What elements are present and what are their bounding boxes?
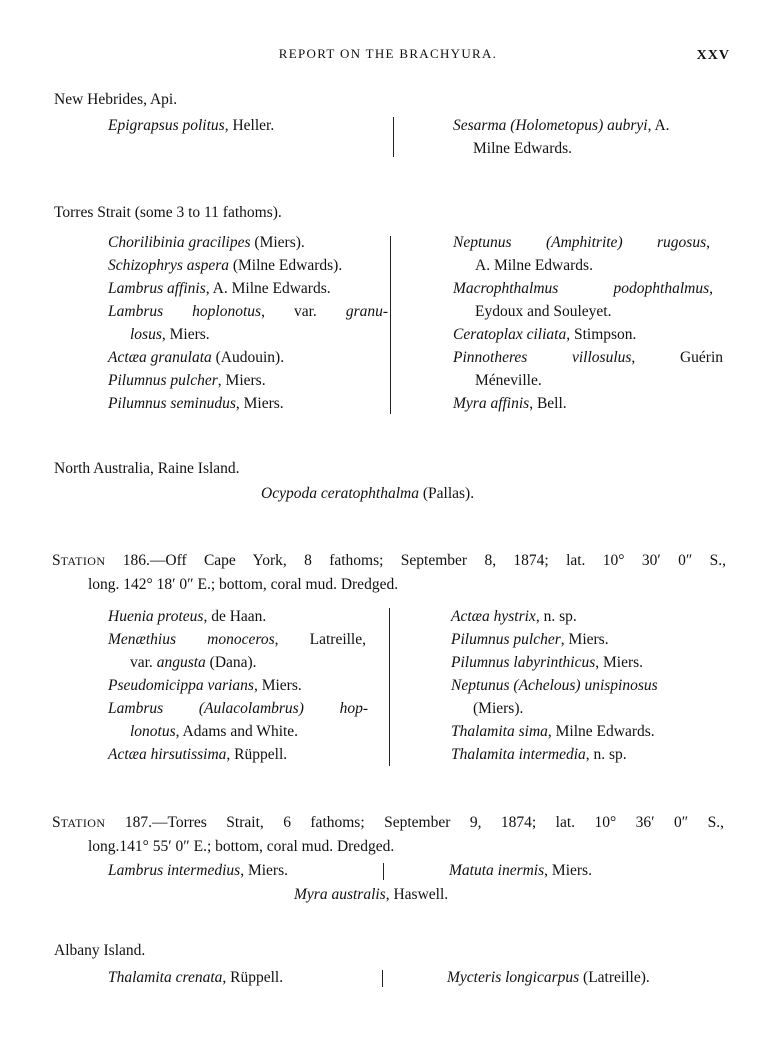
species-name: Matuta inermis — [449, 862, 545, 879]
species-authority: , Latreille, — [274, 631, 366, 648]
species-entry — [108, 605, 368, 628]
species-entry — [449, 859, 592, 882]
running-header: REPORT ON THE BRACHYURA. — [278, 46, 498, 61]
species-name: Myra australis — [294, 886, 386, 903]
species-authority: , — [706, 234, 710, 251]
species-authority: , var. — [261, 303, 346, 320]
species-authority: , Miers. — [240, 862, 288, 879]
species-name: Thalamita crenata — [108, 969, 223, 986]
station-186-right-column — [451, 605, 658, 766]
species-authority: , Stimpson. — [566, 326, 637, 343]
column-divider — [383, 863, 384, 880]
species-name: Pinnotheres villosulus — [453, 349, 632, 366]
species-name: Actæa hystrix — [451, 608, 536, 625]
species-continuation: (Miers). — [473, 700, 524, 717]
species-authority: (Pallas). — [418, 485, 475, 502]
section-heading-north-australia: North Australia, Raine Island. — [54, 460, 240, 477]
species-authority: , Rüppell. — [222, 969, 284, 986]
species-authority: , Miers. — [560, 631, 609, 648]
species-name: Ceratoplax ciliata — [453, 326, 567, 343]
variety-prefix: var. — [130, 654, 157, 671]
species-name: Lambrus intermedius — [108, 862, 241, 879]
station-line-2: long. 142° 18′ 0″ E.; bottom, coral mud. Dredged. — [88, 576, 399, 593]
species-authority: , Rüppell. — [226, 746, 288, 763]
species-variety: angusta — [156, 654, 206, 671]
species-authority: , A. Milne Edwards. — [205, 280, 331, 297]
species-entry — [108, 628, 366, 651]
species-name: Thalamita sima — [451, 723, 548, 740]
species-authority: , Guérin — [631, 349, 724, 366]
station-line-1 — [52, 811, 724, 835]
station-details: 187.—Torres Strait, 6 fathoms; September 9, 1874; lat. 10° 36′ 0″ S., — [124, 814, 724, 831]
torres-left-column — [108, 231, 388, 415]
species-entry — [451, 743, 658, 766]
species-name: lonotus — [130, 723, 176, 740]
species-name: Lambrus hoplonotus — [108, 303, 262, 320]
species-name: Myra affinis — [453, 395, 530, 412]
column-divider — [382, 970, 383, 987]
species-entry — [108, 392, 388, 415]
species-entry — [261, 482, 474, 505]
species-authority: (Audouin). — [211, 349, 285, 366]
species-entry — [108, 674, 368, 697]
species-name: Ocypoda ceratophthalma — [261, 485, 419, 502]
species-continuation: Méneville. — [475, 372, 542, 389]
column-divider — [389, 608, 390, 766]
section-heading-torres-strait: Torres Strait (some 3 to 11 fathoms). — [54, 204, 282, 221]
species-entry — [453, 277, 713, 300]
species-name: Sesarma (Holometopus) aubryi — [453, 117, 648, 134]
species-authority: , Miers. — [544, 862, 592, 879]
species-authority: , Adams and White. — [175, 723, 299, 740]
species-entry — [108, 697, 368, 720]
species-entry — [451, 605, 658, 628]
species-authority: , Miers. — [253, 677, 302, 694]
species-authority: (Milne Edwards). — [228, 257, 343, 274]
station-label-initial: S — [52, 552, 61, 569]
species-entry — [108, 300, 388, 323]
station-label-initial: S — [52, 814, 61, 831]
species-name: Schizophrys aspera — [108, 257, 229, 274]
species-name: Neptunus (Achelous) unispinosus — [451, 677, 658, 694]
species-entry — [108, 114, 274, 137]
species-authority: , — [709, 280, 713, 297]
species-entry — [108, 743, 368, 766]
species-entry — [294, 883, 448, 906]
species-authority: , Miers. — [217, 372, 266, 389]
species-entry — [453, 323, 723, 346]
species-authority: , Bell. — [529, 395, 567, 412]
species-entry — [108, 254, 388, 277]
species-name: Macrophthalmus podophthalmus — [453, 280, 710, 297]
species-entry — [108, 346, 388, 369]
species-name: Pilumnus pulcher — [108, 372, 218, 389]
species-continuation — [108, 323, 388, 346]
station-line-1 — [52, 549, 726, 573]
species-authority: (Dana). — [205, 654, 257, 671]
species-authority: , Heller. — [224, 117, 275, 134]
species-entry — [447, 966, 650, 989]
column-divider — [390, 236, 391, 414]
species-entry — [451, 674, 658, 697]
species-continuation — [108, 651, 368, 674]
station-186-left-column — [108, 605, 368, 766]
species-entry — [108, 231, 388, 254]
species-name: Menæthius monoceros — [108, 631, 275, 648]
species-name: Epigrapsus politus — [108, 117, 225, 134]
species-name: Thalamita intermedia — [451, 746, 586, 763]
species-authority: , Miers. — [235, 395, 284, 412]
torres-right-column — [453, 231, 723, 415]
page-number: XXV — [696, 48, 730, 63]
species-authority: , Haswell. — [385, 886, 449, 903]
species-continuation: Milne Edwards. — [473, 140, 573, 157]
species-continuation: Eydoux and Souleyet. — [475, 303, 612, 320]
section-heading-albany-island: Albany Island. — [54, 942, 146, 959]
species-entry — [453, 114, 670, 137]
species-entry — [451, 720, 658, 743]
species-authority: , A. — [647, 117, 670, 134]
species-authority: , de Haan. — [203, 608, 267, 625]
species-name: Pseudomicippa varians — [108, 677, 254, 694]
species-name: Lambrus (Aulacolambrus) hop- — [108, 700, 368, 717]
species-name: Pilumnus labyrinthicus — [451, 654, 596, 671]
species-name: Pilumnus seminudus — [108, 395, 236, 412]
section-heading-new-hebrides: New Hebrides, Api. — [54, 91, 178, 108]
column-divider — [393, 117, 394, 157]
station-line-2: long.141° 55′ 0″ E.; bottom, coral mud. Dredged. — [88, 838, 395, 855]
species-entry — [453, 392, 723, 415]
species-entry — [453, 346, 723, 369]
station-details: 186.—Off Cape York, 8 fathoms; September 8, 1874; lat. 10° 30′ 0″ S., — [122, 552, 727, 569]
species-entry — [108, 966, 283, 989]
species-authority: , n. sp. — [535, 608, 577, 625]
species-variety: losus — [130, 326, 162, 343]
species-entry — [108, 369, 388, 392]
species-name: Lambrus affinis — [108, 280, 206, 297]
species-entry — [453, 231, 710, 254]
species-entry — [108, 859, 288, 882]
species-continuation: A. Milne Edwards. — [475, 257, 593, 274]
species-authority: , Milne Edwards. — [547, 723, 655, 740]
species-name: Mycteris longicarpus — [447, 969, 580, 986]
station-label: TATION — [60, 816, 106, 830]
species-name: Actæa hirsutissima — [108, 746, 227, 763]
species-name: Chorilibinia gracilipes — [108, 234, 251, 251]
species-authority: , Miers. — [595, 654, 644, 671]
species-authority: , Miers. — [161, 326, 210, 343]
species-authority: (Miers). — [250, 234, 305, 251]
species-name: Actæa granulata — [108, 349, 212, 366]
species-variety: granu- — [345, 303, 389, 320]
station-187-description — [52, 811, 724, 858]
species-entry — [451, 628, 658, 651]
species-name: Neptunus (Amphitrite) rugosus — [453, 234, 707, 251]
species-entry — [108, 277, 388, 300]
species-name: Pilumnus pulcher — [451, 631, 561, 648]
species-entry — [451, 651, 658, 674]
station-186-description — [52, 549, 726, 596]
species-continuation — [108, 720, 368, 743]
species-authority: , n. sp. — [585, 746, 627, 763]
species-name: Huenia proteus — [108, 608, 204, 625]
station-label: TATION — [60, 554, 106, 568]
species-authority: (Latreille). — [579, 969, 650, 986]
